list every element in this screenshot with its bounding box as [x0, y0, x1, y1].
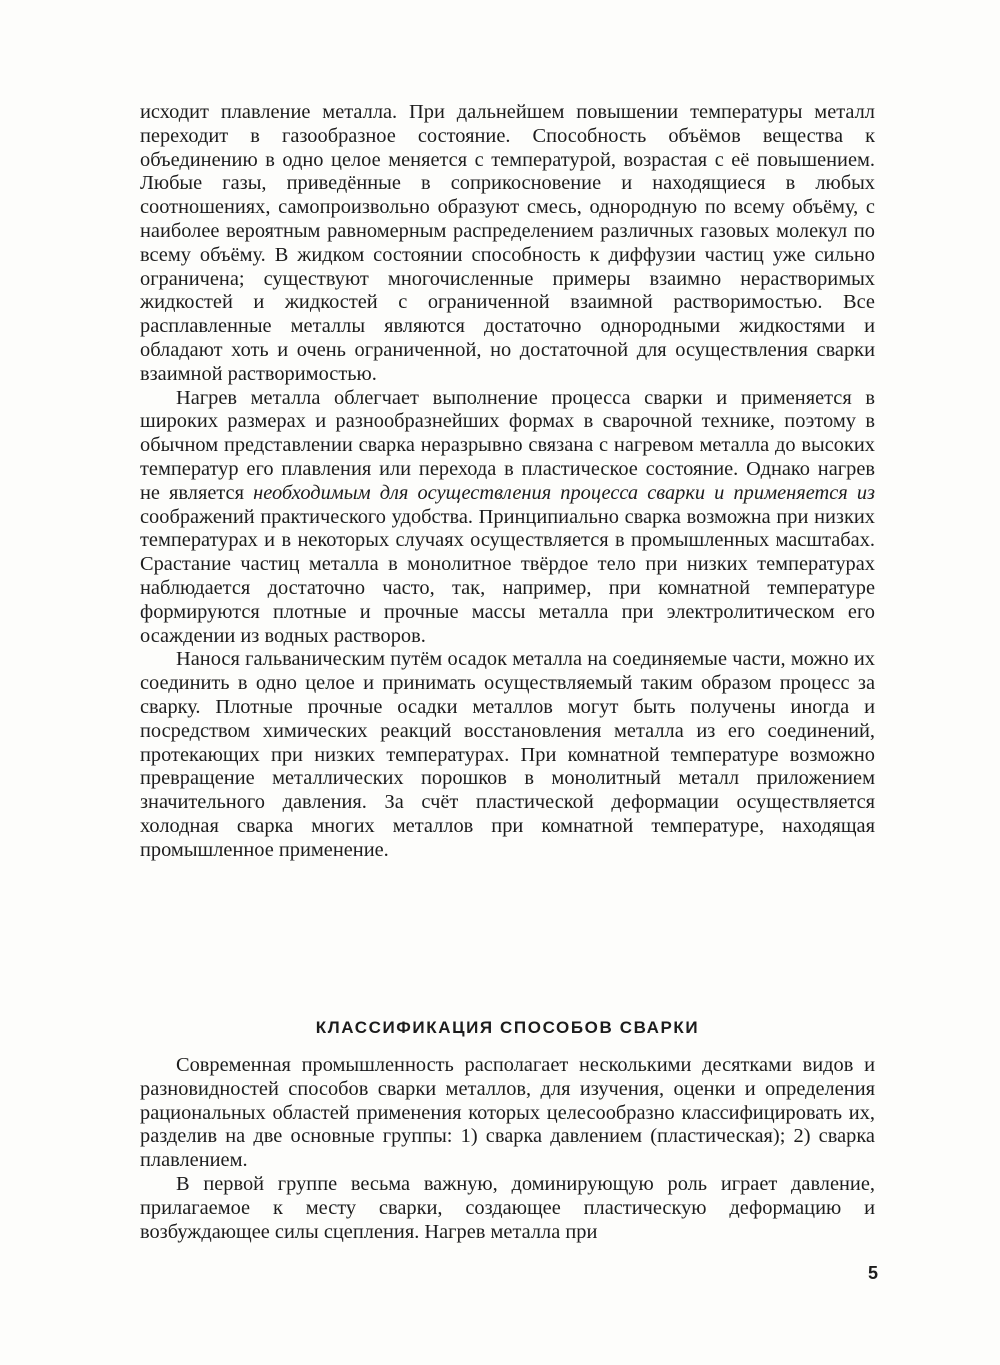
section-heading: КЛАССИФИКАЦИЯ СПОСОБОВ СВАРКИ	[315, 1018, 700, 1037]
paragraph-heating-text: Нагрев металла облегчает выполнение процесса сварки и применяется в широких размерах и разнообразнейших формах в сварочной технике, поэтому в обычном представлении сварка неразрывно связана с нагревом металла до высоких температур его плавления или перехода в пластическое состояние. Однако нагрев не является	[140, 386, 875, 504]
paragraph-classification: Современная промышленность располагает несколькими десятками видов и разновидностей способов сварки металлов, для изучения, оценки и определения рациональных областей применения которых целесообразно классифицировать их, разделив на две основные группы: 1) сварка давлением (пластическая); 2) сварка плавлением.	[140, 1054, 875, 1172]
paragraph-heating-italic: необходимым для осуществления процесса сварки и применяется из	[253, 481, 876, 504]
paragraph-heating-text-end: соображений практического удобства. Принципиально сварка возможна при низких температурах и в некоторых случаях осуществляется в промышленных масштабах. Срастание частиц металла в монолитное твёрдое тело при низких температурах наблюдается достаточно часто, так, например, при комнатной температуре формируются плотные и прочные массы металла при электролитическом его осаждении из водных растворов.	[140, 505, 875, 647]
page-number: 5	[867, 1263, 878, 1283]
body-text-bottom	[140, 1054, 875, 1244]
paragraph-galvanic: Нанося гальваническим путём осадок металла на соединяемые части, можно их соединить в одно целое и принимать осуществляемый таким образом процесс за сварку. Плотные прочные осадки металлов могут быть получены иногда и посредством химических реакций восстановления металла из его соединений, протекающих при низких температурах. При комнатной температуре возможно превращение металлических порошков в монолитный металл приложением значительного давления. За счёт пластической деформации осуществляется холодная сварка многих металлов при комнатной температуре, находящая промышленное применение.	[140, 648, 875, 861]
paragraph-continuation: исходит плавление металла. При дальнейшем повышении температуры металл переходит в газообразное состояние. Способность объёмов вещества к объединению в одно целое меняется с температурой, возрастая с её повышением. Любые газы, приведённые в соприкосновение и находящиеся в любых соотношениях, самопроизвольно образуют смесь, однородную по всему объёму, с наиболее вероятным равномерным распределением различных газовых молекул по всему объёму. В жидком состоянии способность к диффузии частиц уже сильно ограничена; существуют многочисленные примеры взаимно нерастворимых жидкостей и жидкостей с ограниченной взаимной растворимостью. Все расплавленные металлы являются достаточно однородными жидкостями и обладают хоть и очень ограниченной, но достаточной для осуществления сварки взаимной растворимостью.	[140, 101, 875, 385]
paragraph-first-group: В первой группе весьма важную, доминирующую роль играет давление, прилагаемое к месту сварки, создающее пластическую деформацию и возбуждающее силы сцепления. Нагрев металла при	[140, 1172, 875, 1243]
body-text-top	[140, 101, 875, 863]
paragraph-heating	[140, 387, 875, 649]
